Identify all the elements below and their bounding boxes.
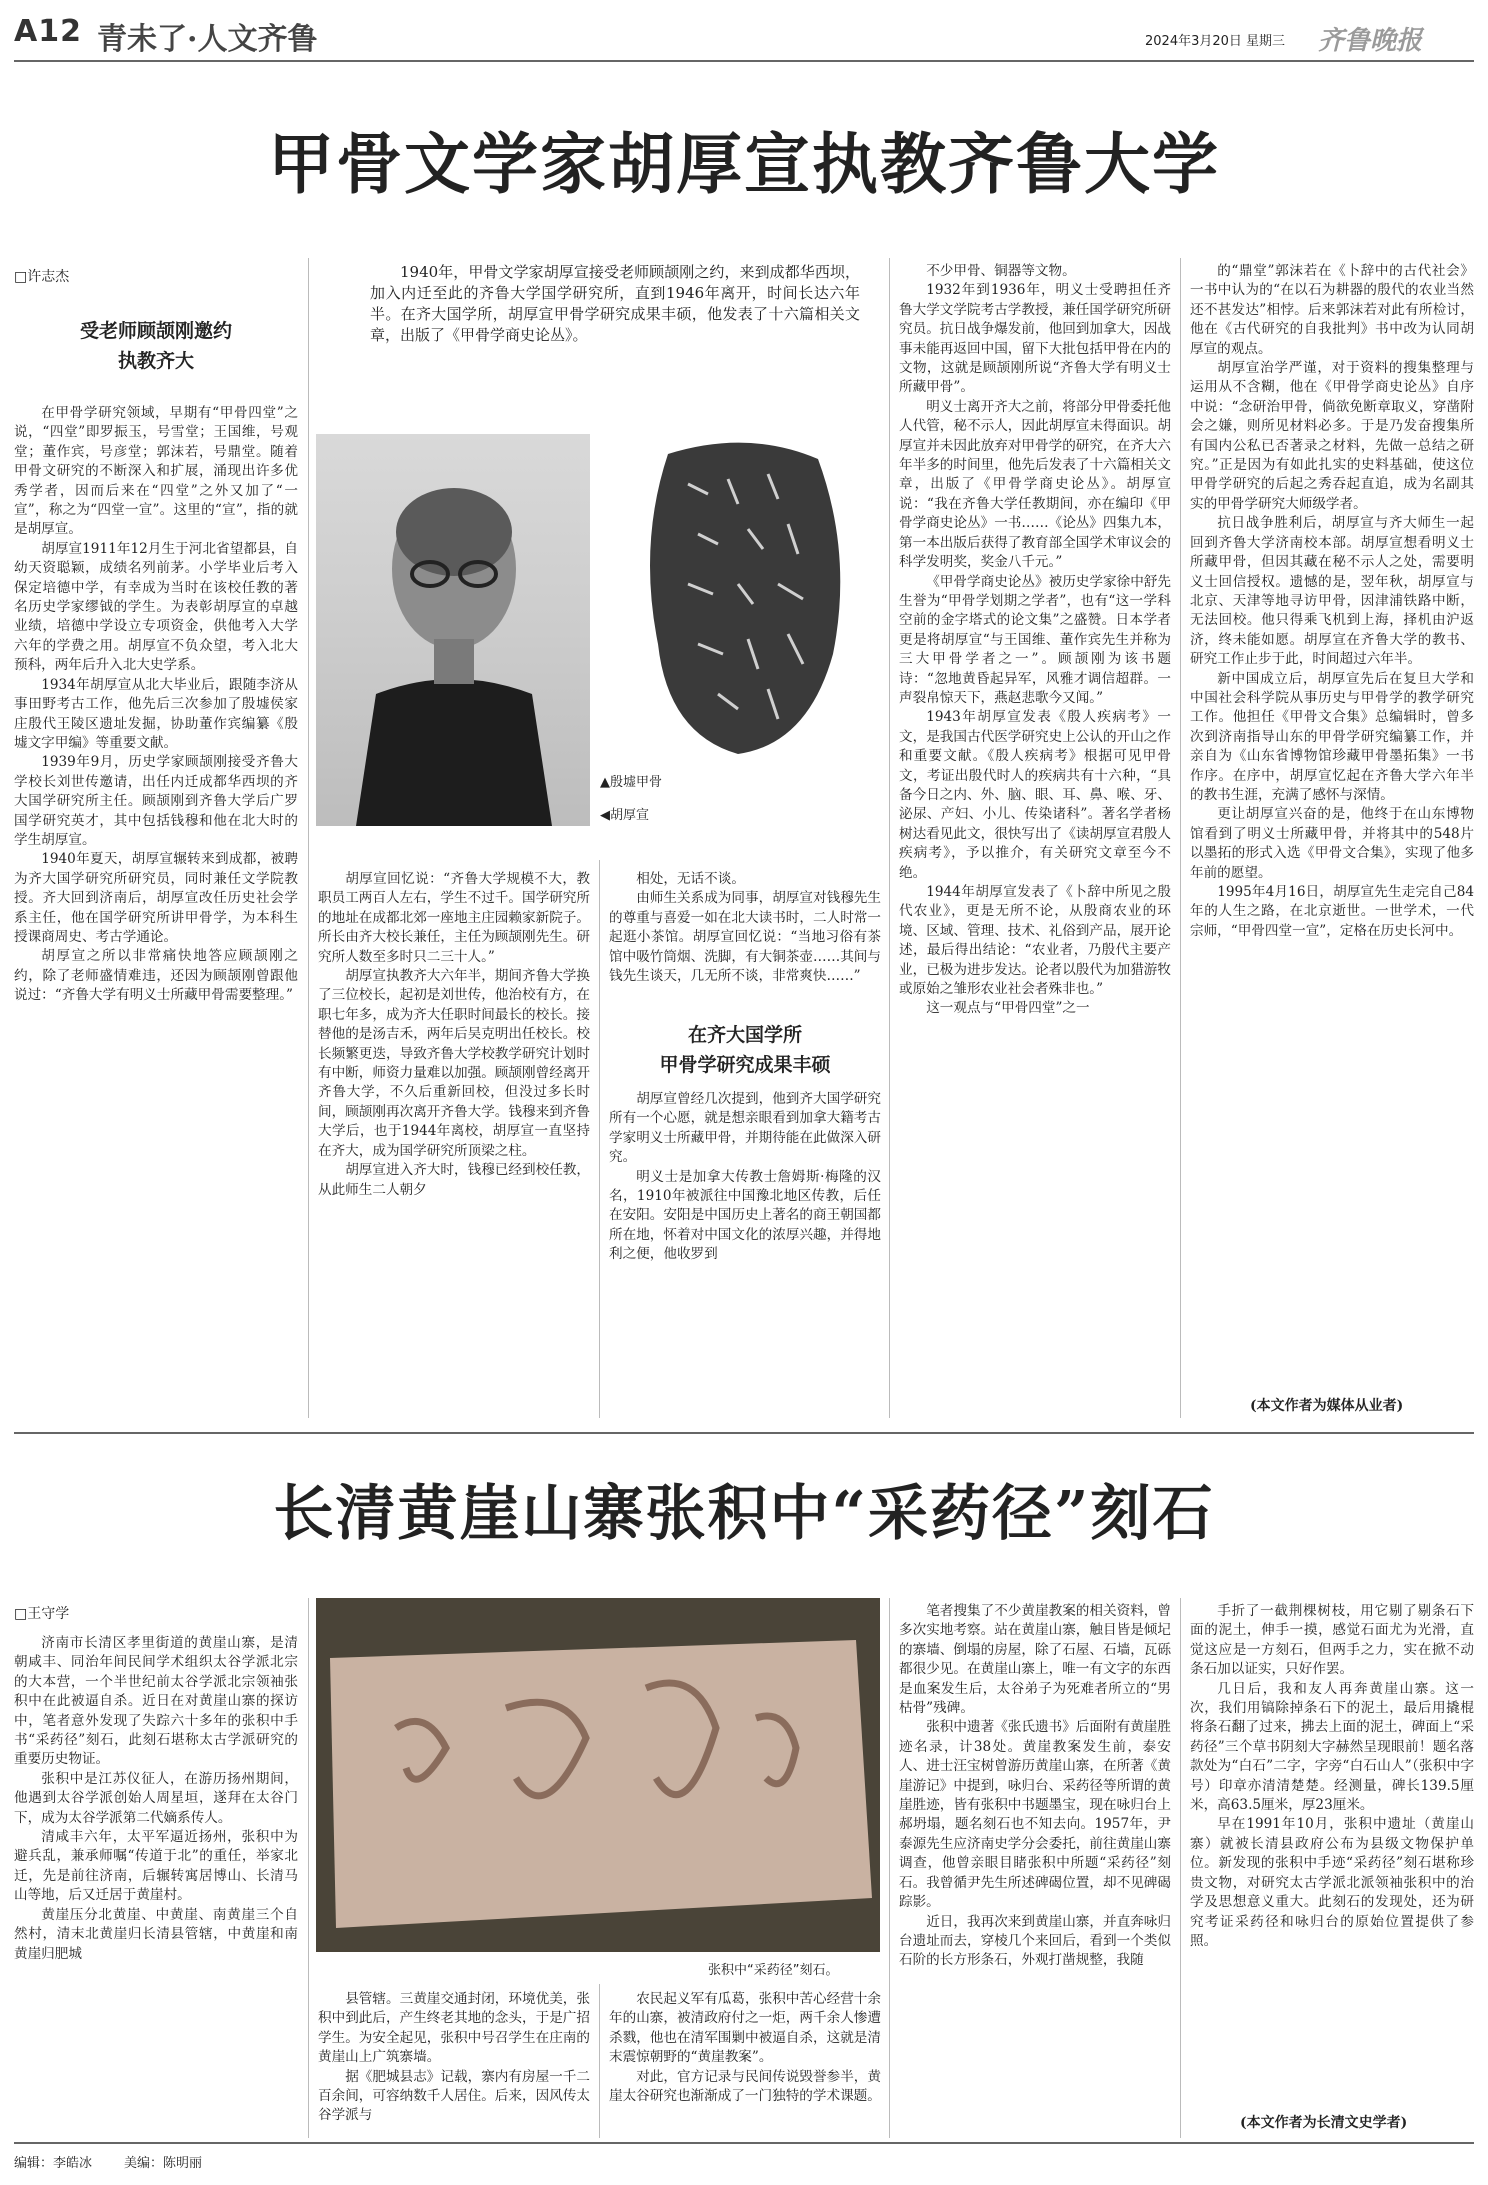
subheading-line: 在齐大国学所 [687, 1024, 802, 1046]
paragraph: 这一观点与“甲骨四堂”之一 [926, 1000, 1090, 1017]
header-rule [14, 60, 1474, 62]
paragraph: 更让胡厚宣兴奋的是，他终于在山东博物馆看到了明义士所藏甲骨，并将其中的548片以墨拓的形式入选《甲骨文合集》，实现了他多年前的愿望。 [1190, 806, 1474, 881]
paragraph: 济南市长清区孝里街道的黄崖山寨，是清朝咸丰、同治年间民间学术组织太谷学派北宗的大本营，一个半世纪前太谷学派北宗领袖张积中在此被逼自杀。近日在对黄崖山寨的探访中，笔者意外发现了失踪六十多年的张积中手书“采药径”刻石，此刻石堪称太古学派研究的重要历史物证。 [14, 1635, 298, 1768]
subheading-line: 受老师顾颉刚邀约 [79, 320, 232, 342]
article-column [1190, 1602, 1474, 2110]
column-divider [1180, 1598, 1181, 2138]
paragraph: 明义士是加拿大传教士詹姆斯·梅隆的汉名，1910年被派往中国豫北地区传教，后任在安阳。安阳是中国历史上著名的商王朝国都所在地，怀着对中国文化的浓厚兴趣，并得地利之便，他收罗到 [609, 1168, 881, 1263]
article-separator [14, 1432, 1474, 1434]
photo-caption: 张积中“采药径”刻石。 [708, 1963, 839, 1978]
weekday: 星期三 [1246, 34, 1286, 49]
photo-caption: ◀胡厚宣 [600, 808, 649, 823]
section-name: 青未了·人文齐鲁 [97, 22, 318, 57]
paragraph: 笔者搜集了不少黄崖教案的相关资料，曾多次实地考察。站在黄崖山寨，触目皆是倾圮的寨墙、倒塌的房屋，除了石屋、石墙，瓦砾都很少见。在黄崖山寨上，唯一有文字的东西是血案发生后，太谷弟子为死难者所立的“男枯骨”残碑。 [899, 1603, 1171, 1717]
paragraph: 相处，无话不谈。 [636, 871, 745, 887]
byline: □王守学 [14, 1606, 70, 1622]
column-divider [599, 1984, 600, 2138]
column-divider [308, 258, 309, 1418]
column-divider [599, 860, 600, 1418]
paragraph: 1943年胡厚宣发表《殷人疾病考》一文，是我国古代医学研究史上公认的开山之作和重要文献。《殷人疾病考》根据可见甲骨文，考证出殷代时人的疾病共有十六种，“具备今日之内、外、脑、眼、耳、鼻、喉、牙、泌尿、产妇、小儿、传染诸科”。著名学者杨树达看见此文，很快写出了《读胡厚宣君殷人疾病考》，予以推介，有关研究文章至今不绝。 [899, 709, 1171, 881]
paragraph: 几日后，我和友人再奔黄崖山寨。这一次，我们用镐除掉条石下的泥土，最后用撬棍将条石翻了过来，拂去上面的泥土，碑面上“采药径”三个草书阴刻大字赫然呈现眼前！题名落款处为“白石”二字，字旁“白石山人”（张积中字号）印章亦清清楚楚。经测量，碑长139.5厘米，高63.5厘米，厚23厘米。 [1190, 1680, 1474, 1814]
article-column [14, 1634, 298, 2132]
article-column [609, 1090, 881, 1416]
column-divider [1180, 258, 1181, 1418]
subheading [609, 1020, 881, 1080]
column-divider [889, 258, 890, 1418]
paragraph: 新中国成立后，胡厚宣先后在复旦大学和中国社会科学院从事历史与甲骨学的教学研究工作。他担任《甲骨文合集》总编辑时，曾多次到济南指导山东的甲骨学研究编纂工作，并亲自为《山东省博物馆珍藏甲骨墨拓集》一书作序。在序中，胡厚宣忆起在齐鲁大学六年半的教书生涯，充满了感怀与深情。 [1190, 670, 1474, 803]
footer-rule [14, 2142, 1474, 2144]
column-divider [308, 1598, 309, 2138]
paragraph: 在甲骨学研究领域，早期有“甲骨四堂”之说，“四堂”即罗振玉，号雪堂；王国维，号观堂；董作宾，号彦堂；郭沫若，号鼎堂。随着甲骨文研究的不断深入和扩展，涌现出许多优秀学者，因而后来在“四堂”之外又加了“一宣”，称之为“四堂一宣”。这里的“宣”，指的就是胡厚宣。 [14, 405, 298, 538]
paragraph: 1995年4月16日，胡厚宣先生走完自己84年的人生之路，在北京逝世。一世学术，一代宗师，“甲骨四堂一宣”，定格在历史长河中。 [1190, 884, 1474, 939]
article-column [899, 1602, 1171, 2132]
paragraph: 县管辖。三黄崖交通封闭，环境优美，张积中到此后，产生终老其地的念头，于是广招学生。为安全起见，张积中号召学生在庄南的黄崖山上广筑寨墙。 [318, 1991, 590, 2066]
article-column [318, 1990, 590, 2132]
paragraph: 胡厚宣执教齐大六年半，期间齐鲁大学换了三位校长，起初是刘世传，他治校有方，在职七年多，成为齐大任职时间最长的校长。接替他的是汤吉禾，两年后吴克明出任校长。校长频繁更迭，导致齐鲁大学校教学研究计划时有中断，师资力量难以加强。顾颉刚曾经离开齐鲁大学，不久后重新回校，但没过多长时间，顾颉刚再次离开齐鲁大学。钱穆来到齐鲁大学后，也于1944年离校，胡厚宣一直坚持在齐大，成为国学研究所顶梁之柱。 [318, 968, 590, 1159]
paragraph: 张积中遗著《张氏遗书》后面附有黄崖胜迹名录，计38处。黄崖教案发生前，泰安人、进士汪宝树曾游历黄崖山寨，在所著《黄崖游记》中提到，咏归台、采药径等所谓的黄崖胜迹，皆有张积中书题墨宝，现在咏归台上郝坍塌，题名刻石也不知去向。1957年，尹泰源先生应济南史学分会委托，前往黄崖山寨调查，他曾亲眼目睹张积中所题“采药径”刻石。我曾循尹先生所述碑碣位置，却不见碑碣踪影。 [899, 1719, 1171, 1911]
paragraph: 抗日战争胜利后，胡厚宣与齐大师生一起回到齐鲁大学济南校本部。胡厚宣想看明义士所藏甲骨，但因其藏在秘不示人之处，需要明义士回信授权。遗憾的是，翌年秋，胡厚宣与北京、天津等地寻访甲骨，因津浦铁路中断，无法回校。他只得乘飞机到上海，择机由沪返济，终未能如愿。胡厚宣在齐鲁大学的教书、研究工作止步于此，时间超过六年半。 [1190, 515, 1474, 668]
paragraph: 胡厚宣治学严谨，对于资料的搜集整理与运用从不含糊，他在《甲骨学商史论丛》自序中说：“念研治甲骨，倘欲免断章取义，穿凿附会之嫌，则所见材料必多。于是乃发奋搜集所有国内公私已否著录之材料，先做一总结之研究。”正是因为有如此扎实的史料基础，使这位甲骨学研究的后起之秀吞起直追，成为名副其实的甲骨学研究大师级学者。 [1190, 360, 1474, 512]
author-note: (本文作者为媒体从业者) [1250, 1398, 1404, 1414]
paragraph: 胡厚宣进入齐大时，钱穆已经到校任教，从此师生二人朝夕 [318, 1162, 590, 1198]
paragraph: 据《肥城县志》记载，寨内有房屋一千二百余间，可容纳数千人居住。后来，因风传太谷学派与 [318, 2068, 590, 2124]
paragraph: 农民起义军有瓜葛，张积中苦心经营十余年的山寨，被清政府付之一炬，两千余人惨遭杀戮，他也在清军围剿中被逼自杀，这就是清末震惊朝野的“黄崖教案”。 [609, 1991, 881, 2066]
paragraph: 对此，官方记录与民间传说毁誉参半，黄崖太谷研究也渐渐成了一门独特的学术课题。 [609, 2068, 881, 2105]
article-column [318, 870, 590, 1416]
article-title: 甲骨文学家胡厚宣执教齐鲁大学 [268, 125, 1220, 203]
paragraph: 近日，我再次来到黄崖山寨，并直奔咏归台遗址而去，穿棱几个来回后，看到一个类似石阶的长方形条石，外观打凿规整，我随 [899, 1913, 1171, 1969]
article-column [899, 262, 1171, 1416]
paragraph: 《甲骨学商史论丛》被历史学家徐中舒先生誉为“甲骨学划期之学者”，也有“这一学科空前的金字塔式的论文集”之盛赞。日本学者更是将胡厚宣“与王国维、董作宾先生并称为三大甲骨学者之一”。顾颉刚为该书题诗：“忽地黄昏起异军，风雅才调信超群。一声裂帛惊天下，燕赵悲歌今又闻。” [899, 573, 1171, 706]
column-divider [889, 1598, 890, 2138]
article-column [1190, 262, 1474, 1382]
paragraph: 的“鼎堂”郭沫若在《卜辞中的古代社会》一书中认为的“在以石为耕器的殷代的农业当然还不甚发达”相悖。后来郭沫若对此有所检讨，他在《古代研究的自我批判》书中改为认同胡厚宣的观点。 [1190, 263, 1474, 357]
article-title: 长清黄崖山寨张积中“采药径”刻石 [273, 1479, 1215, 1549]
byline: □许志杰 [14, 269, 70, 285]
paragraph: 1940年夏天，胡厚宣辗转来到成都，被聘为齐大国学研究所研究员，同时兼任文学院教授。齐大回到济南后，胡厚宣改任历史社会学系主任，他在国学研究所讲甲骨学，为本科生授课商周史、考古学通论。 [14, 851, 298, 945]
subheading-line: 甲骨学研究成果丰硕 [659, 1054, 831, 1076]
paragraph: 黄崖压分北黄崖、中黄崖、南黄崖三个自然村，清末北黄崖归长清县管辖，中黄崖和南黄崖归肥城 [14, 1906, 298, 1962]
lead-paragraph [370, 262, 860, 346]
page-number: A12 [14, 14, 82, 49]
subheading-line: 执教齐大 [117, 350, 194, 372]
stone-carving-photo [316, 1598, 880, 1952]
paragraph: 不少甲骨、铜器等文物。 [926, 263, 1076, 279]
issue-date: 2024年3月20日 [1145, 34, 1242, 49]
paragraph: 张积中是江苏仪征人，在游历扬州期间，他遇到太谷学派创始人周星垣，遂拜在太谷门下，成为太谷学派第二代嫡系传人。 [14, 1770, 298, 1826]
paragraph: 明义士离开齐大之前，将部分甲骨委托他人代管，秘不示人，因此胡厚宣未得面识。胡厚宣并未因此放弃对甲骨学的研究，在齐大六年半多的时间里，他先后发表了十六篇相关文章，出版了《甲骨学商史论丛》。胡厚宣说：“我在齐鲁大学任教期间，亦在编印《甲骨学商史论丛》一书……《论丛》四集九本，第一本出版后获得了教育部全国学术审议会的科学发明奖，奖金八千元。” [899, 398, 1171, 571]
paragraph: 胡厚宣回忆说：“齐鲁大学规模不大，教职员工两百人左右，学生不过千。国学研究所的地址在成都北郊一座地主庄园赖家新院子。所长由齐大校长兼任，主任为顾颉刚先生。研究所人数至多时只二三十人。” [318, 871, 590, 965]
paragraph: 胡厚宣之所以非常痛快地答应顾颉刚之约，除了老师盛情难违，还因为顾颉刚曾跟他说过：“齐鲁大学有明义士所藏甲骨需要整理。” [14, 948, 298, 1004]
article-column [609, 870, 881, 1020]
article-column [14, 404, 298, 1416]
paragraph: 早在1991年10月，张积中遗址（黄崖山寨）就被长清县政府公布为县级文物保护单位。新发现的张积中手迹“采药径”刻石堪称珍贵文物，对研究太古学派北派领袖张积中的治学及思想意义重大。此刻石的发现处，还为研究考证采药径和咏归台的原始位置提供了参照。 [1190, 1816, 1474, 1949]
person-icon [316, 434, 590, 826]
paragraph: 1939年9月，历史学家顾颉刚接受齐鲁大学校长刘世传邀请，出任内迁成都华西坝的齐大国学研究所主任。顾颉刚到齐鲁大学后广罗国学研究英才，其中包括钱穆和他在北大时的学生胡厚宣。 [14, 754, 298, 848]
paragraph: 手折了一截荆棵树枝，用它剔了剔条石下面的泥土，伸手一摸，感觉石面尤为光滑，直觉这应是一方刻石，但两手之力，实在掀不动条石加以证实，只好作罢。 [1190, 1603, 1474, 1678]
paragraph: 1932年到1936年，明义士受聘担任齐鲁大学文学院考古学教授，兼任国学研究所研究员。抗日战争爆发前，他回到加拿大，因战事未能再返回中国，留下大批包括甲骨在内的文物，这就是顾颉刚所说“齐鲁大学有明义士所藏甲骨”。 [899, 282, 1171, 396]
photo-caption: ▲殷墟甲骨 [600, 775, 662, 790]
paragraph: 胡厚宣1911年12月生于河北省望都县，自幼天资聪颖，成绩名列前茅。小学毕业后考入保定培德中学，有幸成为当时在该校任教的著名历史学家缪钺的学生。为表彰胡厚宣的卓越业绩，培德中学设立专项资金，供他考入大学六年的学费之用。胡厚宣不负众望，考入北大预科，两年后升入北大史学系。 [14, 540, 298, 674]
paragraph: 清咸丰六年，太平军逼近扬州，张积中为避兵乱，兼承师嘱“传道于北”的重任，举家北迁，先是前往济南，后辗转寓居博山、长清马山等地，后又迁居于黄崖村。 [14, 1829, 298, 1904]
editor-credit: 编辑：李皓冰 [14, 2156, 93, 2171]
oracle-bone-icon [628, 434, 858, 764]
carved-stone-icon [316, 1598, 880, 1952]
portrait-photo [316, 434, 590, 826]
paragraph: 由师生关系成为同事，胡厚宣对钱穆先生的尊重与喜爱一如在北大读书时，二人时常一起逛小茶馆。胡厚宣回忆说：“当地习俗有茶馆中吸竹筒烟、洗脚，有大铜茶壶……其间与钱先生谈天，几无所不谈，非常爽快……” [609, 890, 881, 985]
designer-credit: 美编：陈明丽 [124, 2156, 203, 2171]
paragraph: 1940年，甲骨文学家胡厚宣接受老师顾颉刚之约，来到成都华西坝，加入内迁至此的齐鲁大学国学研究所，直到1946年离开，时间长达六年半。在齐大国学所，胡厚宣甲骨学研究成果丰硕，他发表了十六篇相关文章，出版了《甲骨学商史论丛》。 [370, 263, 860, 344]
subheading [14, 316, 298, 376]
paragraph: 1934年胡厚宣从北大毕业后，跟随李济从事田野考古工作，他先后三次参加了殷墟侯家庄殷代王陵区遗址发掘，协助董作宾编纂《殷墟文字甲编》等重要文献。 [14, 676, 298, 751]
oracle-bone-photo [628, 434, 858, 764]
paragraph: 1944年胡厚宣发表了《卜辞中所见之殷代农业》，更是无所不论，从殷商农业的环境、区域、管理、技术、礼俗到产品，展开论述，最后得出结论：“农业者，乃殷代主要产业，已极为进步发达。论者以殷代为加猎游牧或原始之雏形农业社会者殊非也。” [899, 884, 1171, 998]
paragraph: 胡厚宣曾经几次提到，他到齐大国学研究所有一个心愿，就是想亲眼看到加拿大籍考古学家明义士所藏甲骨，并期待能在此做深入研究。 [609, 1091, 881, 1166]
article-column [609, 1990, 881, 2132]
author-note: (本文作者为长清文史学者) [1240, 2115, 1408, 2131]
newspaper-logo: 齐鲁晚报 [1318, 26, 1423, 56]
